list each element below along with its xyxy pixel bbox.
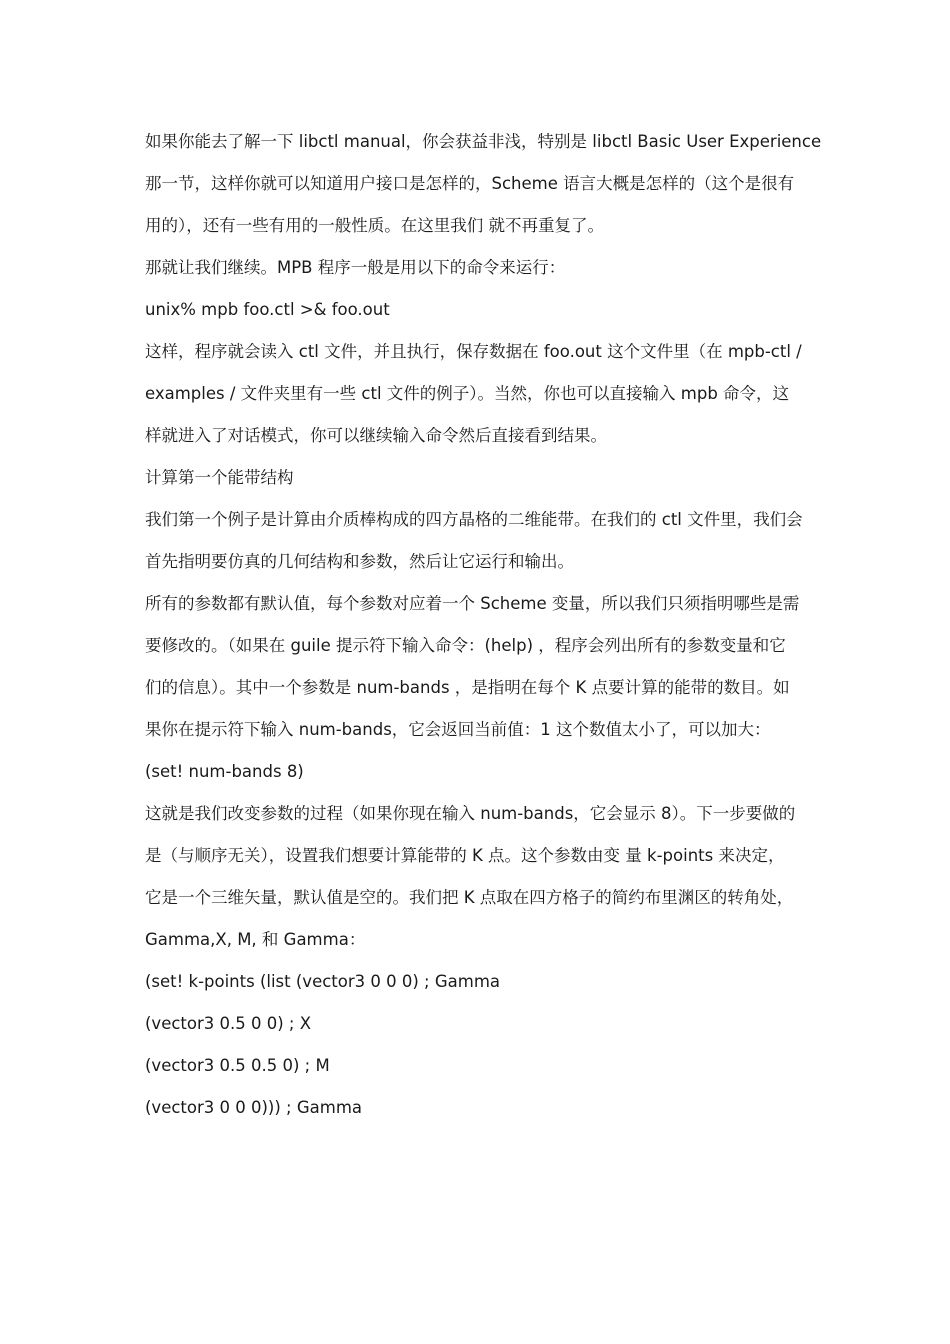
code-line: (vector3 0 0 0))) ; Gamma (145, 1098, 363, 1117)
paragraph-line: 我们第一个例子是计算由介质棒构成的四方晶格的二维能带。在我们的 ctl 文件里，我们会 (145, 510, 803, 529)
paragraph-line: 们的信息）。其中一个参数是 num-bands ，是指明在每个 K 点要计算的能带的数目。如 (145, 678, 790, 697)
paragraph-line: 样就进入了对话模式，你可以继续输入命令然后直接看到结果。 (145, 426, 607, 445)
code-line: (set! num-bands 8) (145, 762, 304, 781)
paragraph-line: Gamma,X, M, 和 Gamma： (145, 930, 366, 949)
paragraph-line: 它是一个三维矢量，默认值是空的。我们把 K 点取在四方格子的简约布里渊区的转角处， (145, 888, 794, 907)
paragraph-line: 所有的参数都有默认值，每个参数对应着一个 Scheme 变量，所以我们只须指明哪些是需 (145, 594, 800, 613)
paragraph-line: 果你在提示符下输入 num-bands，它会返回当前值：1 这个数值太小了，可以加大： (145, 720, 771, 739)
code-line: (set! k-points (list (vector3 0 0 0) ; Gamma (145, 972, 500, 991)
paragraph-line: examples / 文件夹里有一些 ctl 文件的例子）。当然，你也可以直接输入 mpb 命令，这 (145, 384, 790, 403)
paragraph-line: 要修改的。（如果在 guile 提示符下输入命令：(help) ，程序会列出所有的参数变量和它 (145, 636, 786, 655)
command-line: unix% mpb foo.ctl >& foo.out (145, 300, 390, 319)
paragraph-line: 那一节，这样你就可以知道用户接口是怎样的，Scheme 语言大概是怎样的（这个是很有 (145, 174, 795, 193)
paragraph-line: 用的），还有一些有用的一般性质。在这里我们 就不再重复了。 (145, 216, 604, 235)
paragraph-line: 那就让我们继续。MPB 程序一般是用以下的命令来运行： (145, 258, 566, 277)
paragraph-line: 首先指明要仿真的几何结构和参数，然后让它运行和输出。 (145, 552, 574, 571)
paragraph-line: 这样，程序就会读入 ctl 文件，并且执行，保存数据在 foo.out 这个文件里（在 mpb-ctl / (145, 342, 802, 361)
paragraph-line: 如果你能去了解一下 libctl manual，你会获益非浅，特别是 libctl Basic User Experience (145, 132, 822, 151)
document-body (145, 121, 822, 1129)
code-line: (vector3 0.5 0.5 0) ; M (145, 1056, 330, 1075)
section-heading: 计算第一个能带结构 (145, 468, 294, 487)
paragraph-line: 是（与顺序无关），设置我们想要计算能带的 K 点。这个参数由变 量 k-points 来决定， (145, 846, 785, 865)
paragraph-line: 这就是我们改变参数的过程（如果你现在输入 num-bands，它会显示 8）。下一步要做的 (145, 804, 796, 823)
code-line: (vector3 0.5 0 0) ; X (145, 1014, 312, 1033)
